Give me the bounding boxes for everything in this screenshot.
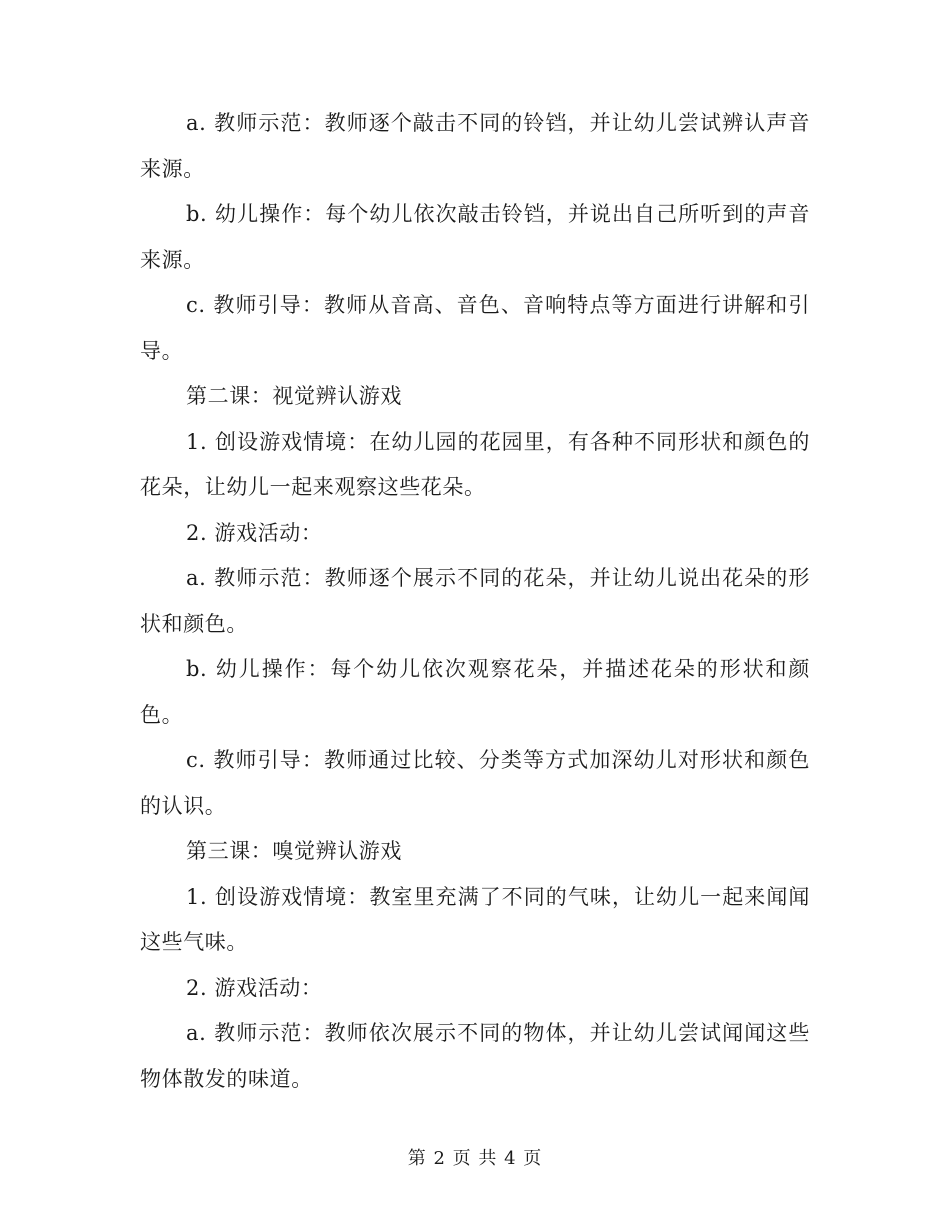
paragraph-smell-scenario: 1. 创设游戏情境：教室里充满了不同的气味，让幼儿一起来闻闻这些气味。: [140, 884, 810, 954]
paragraph-music-step-c: c. 教师引导：教师从音高、音色、音响特点等方面进行讲解和引导。: [140, 293, 810, 363]
page-number-footer: 第 2 页 共 4 页: [407, 1148, 543, 1169]
paragraph-smell-activity: 2. 游戏活动：: [186, 975, 323, 1000]
paragraph-visual-step-b: b. 幼儿操作：每个幼儿依次观察花朵，并描述花朵的形状和颜色。: [140, 657, 810, 727]
paragraph-smell-step-a: a. 教师示范：教师依次展示不同的物体，并让幼儿尝试闻闻这些物体散发的味道。: [140, 1021, 810, 1091]
paragraph-music-step-a: a. 教师示范：教师逐个敲击不同的铃铛，并让幼儿尝试辨认声音来源。: [140, 111, 810, 181]
paragraph-music-step-b: b. 幼儿操作：每个幼儿依次敲击铃铛，并说出自己所听到的声音来源。: [140, 202, 810, 272]
lesson-2-heading: 第二课：视觉辨认游戏: [186, 384, 402, 408]
paragraph-visual-scenario: 1. 创设游戏情境：在幼儿园的花园里，有各种不同形状和颜色的花朵，让幼儿一起来观察这些花朵。: [140, 429, 810, 499]
document-body: [140, 101, 810, 1102]
paragraph-visual-step-c: c. 教师引导：教师通过比较、分类等方式加深幼儿对形状和颜色的认识。: [140, 748, 810, 818]
lesson-3-heading: 第三课：嗅觉辨认游戏: [186, 839, 402, 863]
paragraph-visual-activity: 2. 游戏活动：: [186, 520, 323, 545]
paragraph-visual-step-a: a. 教师示范：教师逐个展示不同的花朵，并让幼儿说出花朵的形状和颜色。: [140, 566, 810, 636]
